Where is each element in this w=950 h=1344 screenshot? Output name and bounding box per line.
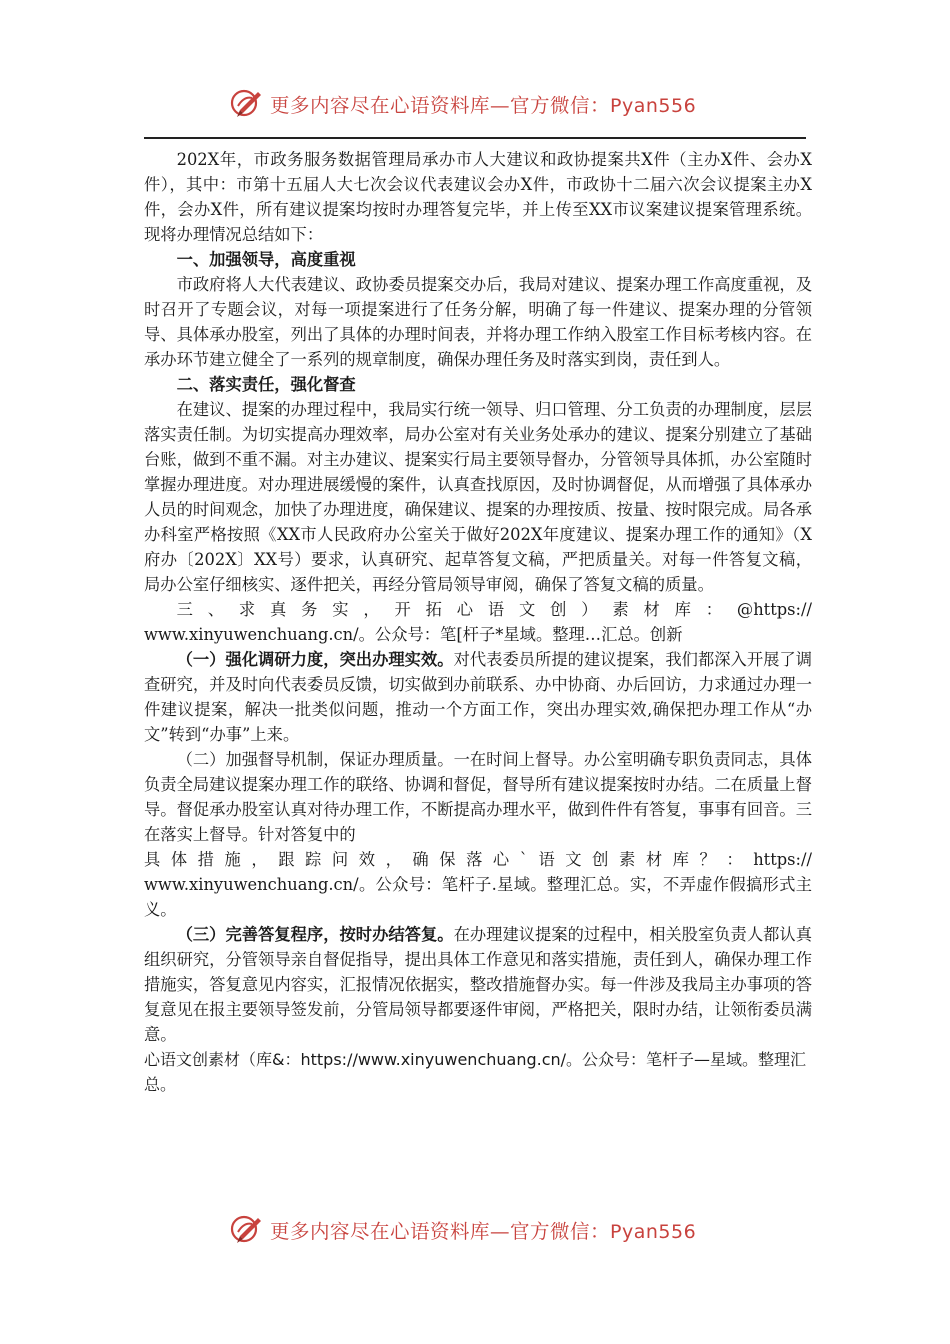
- header-banner: [228, 84, 696, 124]
- subsection-1-title: （一）强化调研力度，突出办理实效。: [176, 650, 454, 669]
- banner-text: 更多内容尽在心语资料库—官方微信：Pyan556: [270, 94, 697, 117]
- banner-text: 更多内容尽在心语资料库—官方微信：Pyan556: [270, 1220, 697, 1243]
- subsection-1-body: 对代表委员所提的建议提案，我们都深入开展了调查研究，并及时向代表委员反馈，切实做到办前联系、办中协商、办后回访，力求通过办理一件建议提案，解决一批类似问题，推动一个方面工作，突出办理实效,确保把办理工作从“办文”转到“办事”上来。: [144, 650, 812, 744]
- subsection-2-title: （二）加强督导机制，保证办理质量。: [176, 750, 454, 769]
- document-body: [144, 147, 812, 1097]
- watermark-note: 心语文创素材（库&：https://www.xinyuwenchuang.cn/。公众号：笔杆子—星域。整理汇总。: [144, 1050, 807, 1094]
- subsection-3: [144, 922, 812, 1047]
- subsection-2-spread-line: 具体措施，跟踪问效，确保落心`语文创素材库？：https://: [144, 850, 812, 869]
- section-2-body: 在建议、提案的办理过程中，我局实行统一领导、归口管理、分工负责的办理制度，层层落实责任制。为切实提高办理效率，局办公室对有关业务处承办的建议、提案分别建立了基础台账，做到不重不漏。对主办建议、提案实行局主要领导督办，分管领导具体抓，办公室随时掌握办理进度。对办理进展缓慢的案件，认真查找原因，及时协调督促，从而增强了具体承办人员的时间观念，加快了办理进度，确保建议、提案的办理按质、按量、按时限完成。局各承办科室严格按照《XX市人民政府办公室关于做好202X年度建议、提案办理工作的通知》（X府办〔202X〕XX号）要求，认真研究、起草答复文稿，严把质量关。对每一件答复文稿，局办公室仔细核实、逐件把关，再经分管局领导审阅，确保了答复文稿的质量。: [144, 400, 812, 594]
- subsection-1: [144, 647, 812, 747]
- intro-paragraph: 202X年，市政务服务数据管理局承办市人大建议和政协提案共X件（主办X件、会办X件），其中：市第十五届人大七次会议代表建议会办X件，市政协十二届六次会议提案主办X件，会办X件，所有建议提案均按时办理答复完毕，并上传至XX市议案建议提案管理系统。现将办理情况总结如下：: [144, 150, 812, 244]
- subsection-2-tail: www.xinyuwenchuang.cn/。公众号：笔杆子.星域。整理汇总。实，不弄虚作假搞形式主义。: [144, 875, 812, 919]
- section-3-title: 三、求真务实，开拓心语文创）素材库：@https://: [176, 600, 812, 619]
- section-2-title: 二、落实责任，强化督查: [176, 375, 356, 394]
- subsection-2: [144, 747, 812, 847]
- subsection-3-title: （三）完善答复程序，按时办结答复。: [176, 925, 454, 944]
- header-divider: [144, 137, 806, 139]
- pen-logo-icon: [228, 86, 264, 122]
- footer-banner: [228, 1210, 696, 1250]
- subsection-3-body: 在办理建议提案的过程中，相关股室负责人都认真组织研究，分管领导亲自督促指导，提出具体工作意见和落实措施，责任到人，确保办理工作措施实，答复意见内容实，汇报情况依据实，整改措施督办实。每一件涉及我局主办事项的答复意见在报主要领导签发前，分管局领导都要逐件审阅，严格把关，限时办结，让领衔委员满意。: [144, 925, 812, 1044]
- section-3-title-continued: www.xinyuwenchuang.cn/。公众号：笔[杆子*星域。整理…汇总。创新: [144, 625, 683, 644]
- subsection-2-body: 一在时间上督导。办公室明确专职负责同志，具体负责全局建议提案办理工作的联络、协调和督促，督导所有建议提案按时办结。二在质量上督导。督促承办股室认真对待办理工作，不断提高办理水平，做到件件有答复，事事有回音。三在落实上督导。针对答复中的: [144, 750, 812, 844]
- pen-logo-icon: [228, 1212, 264, 1248]
- section-1-body: 市政府将人大代表建议、政协委员提案交办后，我局对建议、提案办理工作高度重视，及时召开了专题会议，对每一项提案进行了任务分解，明确了每一件建议、提案办理的分管领导、具体承办股室，列出了具体的办理时间表，并将办理工作纳入股室工作目标考核内容。在承办环节建立健全了一系列的规章制度，确保办理任务及时落实到岗，责任到人。: [144, 275, 812, 369]
- section-1-title: 一、加强领导，高度重视: [176, 250, 356, 269]
